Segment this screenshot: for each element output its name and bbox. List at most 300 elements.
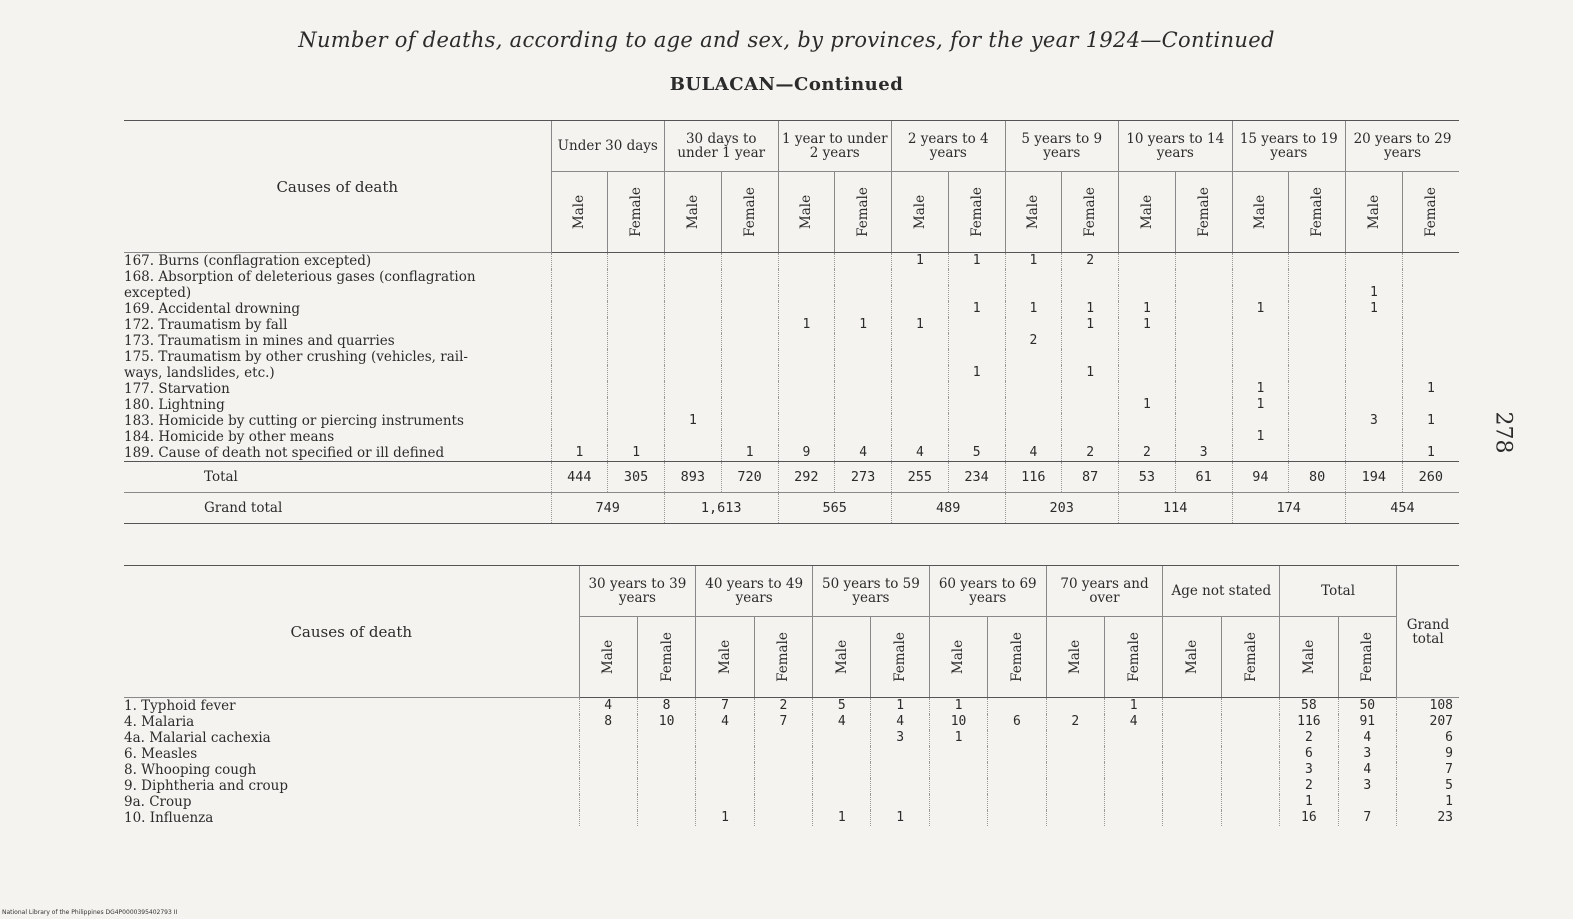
cause-label: 6. Measles xyxy=(124,746,198,762)
table-row xyxy=(124,365,1459,381)
count-cell xyxy=(754,794,812,810)
count-cell xyxy=(637,794,695,810)
count-cell: 4 xyxy=(1105,714,1163,730)
count-cell xyxy=(871,762,929,778)
count-cell: 4 xyxy=(813,714,871,730)
total-cell: 94 xyxy=(1232,462,1289,493)
female-header xyxy=(1338,617,1396,698)
grand-total-label: Grand total xyxy=(124,493,551,524)
male-label: Male xyxy=(571,194,588,230)
cause-label: ways, landslides, etc.) xyxy=(124,365,275,381)
cause-label: 9a. Croup xyxy=(124,794,192,810)
count-cell xyxy=(871,794,929,810)
female-label: Female xyxy=(658,632,675,682)
count-cell: 8 xyxy=(637,698,695,715)
count-cell xyxy=(1046,810,1104,826)
count-cell xyxy=(608,429,665,445)
total-cell: 53 xyxy=(1119,462,1176,493)
count-cell xyxy=(551,413,608,429)
total-cell: 87 xyxy=(1062,462,1119,493)
count-cell: 1 xyxy=(892,253,949,270)
count-cell xyxy=(637,730,695,746)
count-cell xyxy=(892,429,949,445)
count-cell xyxy=(665,429,722,445)
table-row xyxy=(124,794,1459,810)
female-label: Female xyxy=(1359,632,1376,682)
count-cell xyxy=(813,730,871,746)
count-cell xyxy=(1221,810,1279,826)
cause-label: 1. Typhoid fever xyxy=(124,698,236,714)
count-cell: 1 xyxy=(1062,317,1119,333)
count-cell xyxy=(835,285,892,301)
grand-total-cell: 565 xyxy=(778,493,892,524)
female-header xyxy=(948,172,1005,253)
cause-of-death-cell xyxy=(124,714,579,730)
grand-total-row xyxy=(124,493,1459,524)
count-cell xyxy=(1232,445,1289,462)
count-cell xyxy=(1105,778,1163,794)
male-header xyxy=(1163,617,1221,698)
count-cell xyxy=(778,429,835,445)
male-label: Male xyxy=(911,194,928,230)
count-cell xyxy=(754,810,812,826)
count-cell xyxy=(948,269,1005,285)
count-cell xyxy=(1346,397,1403,413)
cause-label: 184. Homicide by other means xyxy=(124,429,335,445)
count-cell xyxy=(1175,253,1232,270)
male-header xyxy=(1046,617,1104,698)
cause-label: excepted) xyxy=(124,285,192,301)
count-cell xyxy=(1105,746,1163,762)
total-cell: 61 xyxy=(1175,462,1232,493)
cause-label: 189. Cause of death not specified or ill defined xyxy=(124,445,445,461)
count-cell xyxy=(1005,429,1062,445)
table-row xyxy=(124,333,1459,349)
male-header xyxy=(579,617,637,698)
count-cell xyxy=(579,746,637,762)
grand-total-cell: 174 xyxy=(1232,493,1346,524)
table-row xyxy=(124,746,1459,762)
count-cell xyxy=(1289,429,1346,445)
cause-of-death-cell xyxy=(124,269,551,285)
count-cell: 10 xyxy=(929,714,987,730)
count-cell: 2 xyxy=(754,698,812,715)
count-cell xyxy=(929,778,987,794)
count-cell xyxy=(1005,349,1062,365)
count-cell: 2 xyxy=(1280,730,1338,746)
table-row xyxy=(124,397,1459,413)
count-cell xyxy=(778,365,835,381)
count-cell xyxy=(813,762,871,778)
count-cell: 3 xyxy=(1338,746,1396,762)
grand-total-cell: 203 xyxy=(1005,493,1119,524)
male-header xyxy=(892,172,949,253)
count-cell: 2 xyxy=(1005,333,1062,349)
female-header xyxy=(835,172,892,253)
count-cell: 8 xyxy=(579,714,637,730)
count-cell xyxy=(1119,333,1176,349)
age-group-header: 40 years to 49 years xyxy=(696,566,813,617)
count-cell: 1 xyxy=(551,445,608,462)
count-cell xyxy=(551,317,608,333)
count-cell xyxy=(696,730,754,746)
male-label: Male xyxy=(950,639,967,675)
cause-label: 4a. Malarial cachexia xyxy=(124,730,271,746)
total-cell: 292 xyxy=(778,462,835,493)
count-cell xyxy=(948,397,1005,413)
count-cell xyxy=(1402,397,1459,413)
count-cell: 3 xyxy=(1280,762,1338,778)
count-cell xyxy=(835,413,892,429)
count-cell: 7 xyxy=(696,698,754,715)
count-cell xyxy=(721,285,778,301)
count-cell: 1 xyxy=(608,445,665,462)
count-cell xyxy=(1163,794,1221,810)
grand-total-cell: 9 xyxy=(1397,746,1460,762)
count-cell xyxy=(637,746,695,762)
total-cell: 260 xyxy=(1402,462,1459,493)
age-group-header: 15 years to 19 years xyxy=(1232,121,1346,172)
cause-of-death-cell xyxy=(124,429,551,445)
female-header xyxy=(1105,617,1163,698)
age-group-header: 20 years to 29 years xyxy=(1346,121,1460,172)
count-cell xyxy=(813,746,871,762)
age-group-header: 30 days to under 1 year xyxy=(665,121,779,172)
count-cell: 1 xyxy=(1105,698,1163,715)
female-header xyxy=(1289,172,1346,253)
count-cell xyxy=(754,746,812,762)
count-cell xyxy=(721,301,778,317)
count-cell xyxy=(551,253,608,270)
count-cell xyxy=(835,397,892,413)
count-cell xyxy=(579,794,637,810)
grand-total-cell: 108 xyxy=(1397,698,1460,715)
cause-of-death-cell xyxy=(124,381,551,397)
male-label: Male xyxy=(1067,639,1084,675)
total-cell: 194 xyxy=(1346,462,1403,493)
count-cell: 1 xyxy=(1005,301,1062,317)
count-cell xyxy=(835,301,892,317)
count-cell xyxy=(778,413,835,429)
male-header xyxy=(813,617,871,698)
count-cell: 1 xyxy=(892,317,949,333)
count-cell: 3 xyxy=(1338,778,1396,794)
count-cell xyxy=(1289,269,1346,285)
table-row xyxy=(124,762,1459,778)
count-cell xyxy=(551,397,608,413)
count-cell xyxy=(1163,698,1221,715)
count-cell xyxy=(948,413,1005,429)
female-label: Female xyxy=(1195,187,1212,237)
count-cell xyxy=(1119,285,1176,301)
cause-of-death-cell xyxy=(124,333,551,349)
count-cell xyxy=(1062,349,1119,365)
grand-total-cell: 207 xyxy=(1397,714,1460,730)
count-cell xyxy=(696,746,754,762)
count-cell xyxy=(608,285,665,301)
count-cell xyxy=(813,794,871,810)
count-cell xyxy=(1163,746,1221,762)
count-cell: 3 xyxy=(1175,445,1232,462)
age-group-header: 50 years to 59 years xyxy=(813,566,930,617)
count-cell xyxy=(665,269,722,285)
count-cell: 4 xyxy=(871,714,929,730)
count-cell xyxy=(1005,365,1062,381)
count-cell xyxy=(721,429,778,445)
female-header xyxy=(1062,172,1119,253)
count-cell xyxy=(871,778,929,794)
count-cell xyxy=(551,301,608,317)
count-cell xyxy=(1175,349,1232,365)
count-cell xyxy=(1062,285,1119,301)
age-group-header: 1 year to under 2 years xyxy=(778,121,892,172)
count-cell xyxy=(665,365,722,381)
female-label: Female xyxy=(741,187,758,237)
male-label: Male xyxy=(1365,194,1382,230)
count-cell xyxy=(1062,269,1119,285)
cause-label: 167. Burns (conflagration excepted) xyxy=(124,253,372,269)
count-cell xyxy=(1402,301,1459,317)
female-label: Female xyxy=(1422,187,1439,237)
count-cell xyxy=(892,397,949,413)
count-cell xyxy=(1346,333,1403,349)
cause-of-death-cell xyxy=(124,285,551,301)
count-cell xyxy=(778,349,835,365)
count-cell xyxy=(835,365,892,381)
count-cell xyxy=(1289,349,1346,365)
count-cell xyxy=(948,285,1005,301)
count-cell xyxy=(637,762,695,778)
count-cell xyxy=(1221,714,1279,730)
count-cell xyxy=(1175,429,1232,445)
count-cell: 7 xyxy=(754,714,812,730)
count-cell xyxy=(1175,413,1232,429)
total-cell: 305 xyxy=(608,462,665,493)
male-header xyxy=(696,617,754,698)
count-cell xyxy=(835,381,892,397)
count-cell xyxy=(871,746,929,762)
male-header xyxy=(1119,172,1176,253)
count-cell xyxy=(892,269,949,285)
count-cell: 7 xyxy=(1338,810,1396,826)
count-cell xyxy=(1119,429,1176,445)
female-header xyxy=(1221,617,1279,698)
count-cell: 4 xyxy=(1005,445,1062,462)
count-cell: 2 xyxy=(1062,253,1119,270)
count-cell xyxy=(988,762,1046,778)
count-cell xyxy=(778,333,835,349)
total-cell: 255 xyxy=(892,462,949,493)
cause-label: 9. Diphtheria and croup xyxy=(124,778,289,794)
count-cell xyxy=(721,397,778,413)
cause-of-death-cell xyxy=(124,349,551,365)
age-group-header: 30 years to 39 years xyxy=(579,566,696,617)
count-cell xyxy=(1221,746,1279,762)
count-cell xyxy=(608,269,665,285)
causes-of-death-header: Causes of death xyxy=(124,566,579,698)
total-cell: 893 xyxy=(665,462,722,493)
cause-of-death-cell xyxy=(124,301,551,317)
count-cell xyxy=(721,253,778,270)
deaths-table-upper xyxy=(124,120,1459,524)
count-cell xyxy=(1289,445,1346,462)
count-cell xyxy=(1119,253,1176,270)
grand-total-cell: 489 xyxy=(892,493,1006,524)
count-cell xyxy=(551,269,608,285)
table-row xyxy=(124,778,1459,794)
table-row xyxy=(124,730,1459,746)
female-label: Female xyxy=(1008,632,1025,682)
count-cell: 3 xyxy=(871,730,929,746)
table-row xyxy=(124,253,1459,270)
count-cell xyxy=(1175,317,1232,333)
grand-total-cell: 23 xyxy=(1397,810,1460,826)
count-cell xyxy=(1163,778,1221,794)
count-cell: 1 xyxy=(1119,317,1176,333)
cause-of-death-cell xyxy=(124,397,551,413)
count-cell: 1 xyxy=(1402,381,1459,397)
page-title: Number of deaths, according to age and sex, by provinces, for the year 1924—Continued xyxy=(298,28,1275,52)
total-row xyxy=(124,462,1459,493)
count-cell xyxy=(1289,413,1346,429)
count-cell: 4 xyxy=(835,445,892,462)
count-cell: 1 xyxy=(721,445,778,462)
count-cell xyxy=(1346,269,1403,285)
count-cell xyxy=(1005,397,1062,413)
count-cell xyxy=(1163,730,1221,746)
count-cell xyxy=(696,778,754,794)
female-header xyxy=(988,617,1046,698)
cause-label: 175. Traumatism by other crushing (vehicles, rail- xyxy=(124,349,468,365)
count-cell: 1 xyxy=(1232,381,1289,397)
count-cell xyxy=(1232,285,1289,301)
female-header xyxy=(754,617,812,698)
count-cell xyxy=(1346,365,1403,381)
count-cell xyxy=(721,365,778,381)
grand-total-cell: 7 xyxy=(1397,762,1460,778)
table-row xyxy=(124,349,1459,365)
count-cell xyxy=(551,365,608,381)
count-cell xyxy=(948,349,1005,365)
cause-of-death-cell xyxy=(124,365,551,381)
count-cell xyxy=(551,381,608,397)
grand-total-cell: 1 xyxy=(1397,794,1460,810)
cause-label: 172. Traumatism by fall xyxy=(124,317,288,333)
total-cell: 273 xyxy=(835,462,892,493)
count-cell xyxy=(1119,269,1176,285)
count-cell xyxy=(929,810,987,826)
count-cell xyxy=(835,253,892,270)
count-cell xyxy=(665,333,722,349)
cause-label: 8. Whooping cough xyxy=(124,762,257,778)
count-cell xyxy=(1062,381,1119,397)
count-cell xyxy=(1221,762,1279,778)
age-group-header-row xyxy=(124,121,1459,172)
count-cell xyxy=(1046,762,1104,778)
count-cell: 1 xyxy=(696,810,754,826)
cause-label: 169. Accidental drowning xyxy=(124,301,301,317)
count-cell xyxy=(665,317,722,333)
count-cell xyxy=(1175,285,1232,301)
count-cell xyxy=(1289,301,1346,317)
male-header xyxy=(929,617,987,698)
count-cell: 1 xyxy=(1402,413,1459,429)
count-cell: 1 xyxy=(1232,397,1289,413)
count-cell xyxy=(929,762,987,778)
female-header xyxy=(637,617,695,698)
cause-label: 4. Malaria xyxy=(124,714,195,730)
table-row xyxy=(124,381,1459,397)
count-cell xyxy=(948,381,1005,397)
count-cell xyxy=(1105,794,1163,810)
female-label: Female xyxy=(892,632,909,682)
count-cell xyxy=(665,397,722,413)
causes-of-death-header: Causes of death xyxy=(124,121,551,253)
total-cell: 720 xyxy=(721,462,778,493)
female-label: Female xyxy=(628,187,645,237)
count-cell xyxy=(1175,365,1232,381)
count-cell xyxy=(608,365,665,381)
count-cell xyxy=(1232,365,1289,381)
count-cell xyxy=(988,794,1046,810)
age-group-header: Age not stated xyxy=(1163,566,1280,617)
cause-label: 177. Starvation xyxy=(124,381,230,397)
count-cell xyxy=(1046,746,1104,762)
count-cell xyxy=(551,285,608,301)
female-label: Female xyxy=(1082,187,1099,237)
count-cell xyxy=(1175,381,1232,397)
count-cell xyxy=(988,698,1046,715)
count-cell xyxy=(608,349,665,365)
count-cell xyxy=(1119,365,1176,381)
count-cell xyxy=(1289,253,1346,270)
count-cell xyxy=(608,397,665,413)
total-label: Total xyxy=(124,462,551,493)
count-cell xyxy=(665,301,722,317)
count-cell xyxy=(1289,381,1346,397)
count-cell: 91 xyxy=(1338,714,1396,730)
count-cell xyxy=(835,333,892,349)
count-cell xyxy=(1289,397,1346,413)
count-cell xyxy=(1005,381,1062,397)
count-cell xyxy=(579,762,637,778)
female-header xyxy=(871,617,929,698)
count-cell xyxy=(1119,349,1176,365)
count-cell xyxy=(892,301,949,317)
count-cell: 58 xyxy=(1280,698,1338,715)
count-cell xyxy=(1232,253,1289,270)
count-cell: 1 xyxy=(665,413,722,429)
count-cell: 2 xyxy=(1046,714,1104,730)
count-cell: 1 xyxy=(1280,794,1338,810)
count-cell xyxy=(665,349,722,365)
count-cell xyxy=(551,429,608,445)
count-cell: 6 xyxy=(1280,746,1338,762)
count-cell xyxy=(1402,285,1459,301)
age-group-header: Under 30 days xyxy=(551,121,665,172)
count-cell xyxy=(1346,445,1403,462)
count-cell xyxy=(1346,429,1403,445)
count-cell xyxy=(1402,349,1459,365)
count-cell xyxy=(988,778,1046,794)
count-cell xyxy=(892,381,949,397)
count-cell: 1 xyxy=(929,730,987,746)
grand-total-cell: 114 xyxy=(1119,493,1233,524)
count-cell xyxy=(1005,269,1062,285)
count-cell: 3 xyxy=(1346,413,1403,429)
cause-of-death-cell xyxy=(124,413,551,429)
cause-of-death-cell xyxy=(124,253,551,270)
